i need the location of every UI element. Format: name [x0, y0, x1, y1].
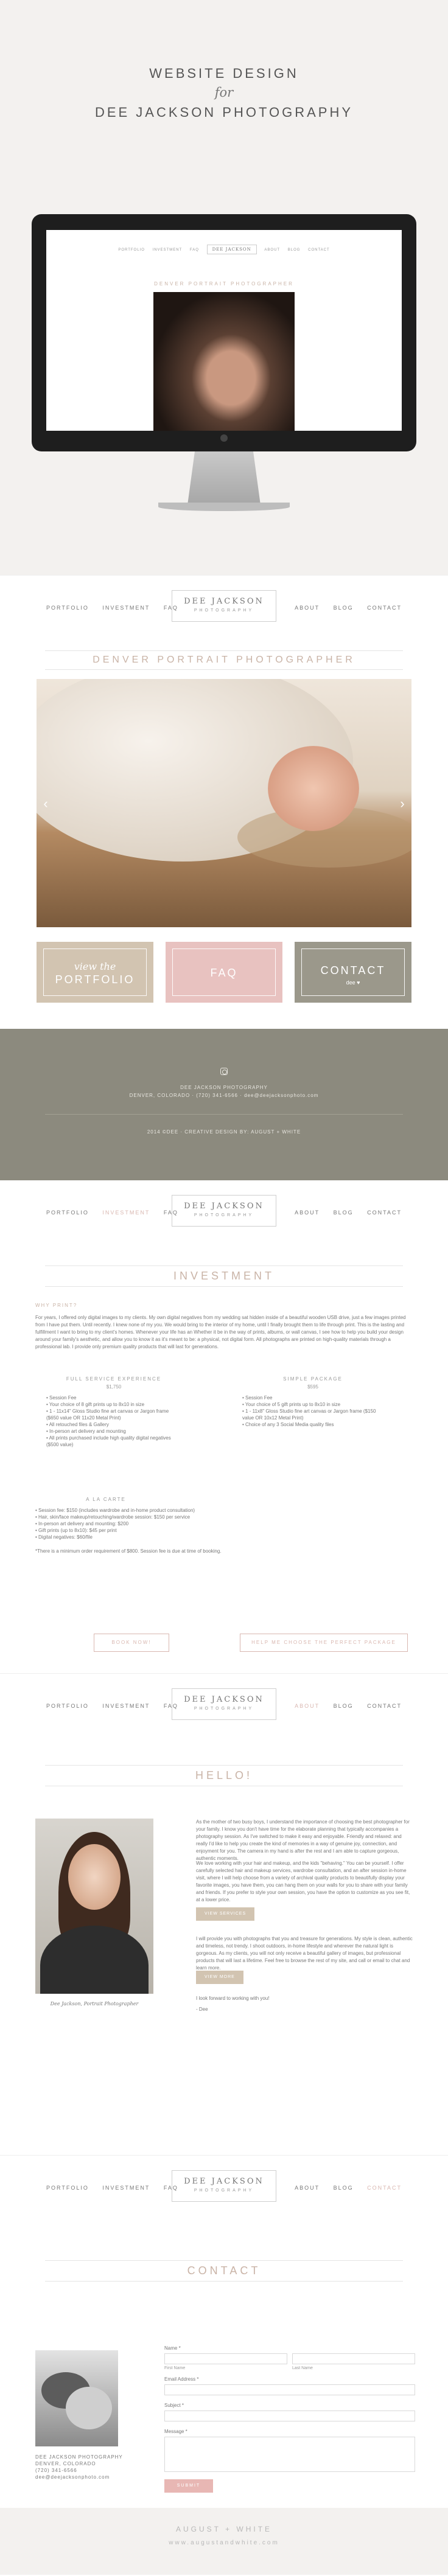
mini-newborn-photo [153, 292, 295, 431]
cta-contact-sub: dee ♥ [346, 980, 360, 986]
list-item: • Your choice of 8 gift prints up to 8x10 in size [46, 1401, 181, 1408]
apple-logo-icon [220, 434, 228, 442]
list-item: • Session fee: $150 (includes wardrobe and in-home product consultation) [35, 1507, 413, 1514]
shirt-shape [40, 1926, 149, 1994]
cta-faq-button[interactable] [166, 942, 282, 1003]
slider-prev-icon[interactable]: ‹ [43, 796, 48, 811]
last-name-group [292, 2353, 415, 2370]
list-item: • Session Fee [242, 1394, 383, 1401]
nav-blog[interactable]: BLOG [333, 1703, 354, 1709]
message-label: Message * [164, 2429, 187, 2434]
full-service-package [46, 1376, 181, 1448]
about-paragraph-3: I will provide you with photographs that you and treasure for generations. My style is clean, authentic and timeless, not trendy. I shoot outdoors, in-home lifestyle and wherever the natural light is gorgeous. As my clients, you will not only receive a beautiful gallery of images, but professional products that will last a lifetime. Feel free to browse the rest of my site, and call or email to chat and learn more. [196, 1936, 413, 1971]
logo-line2: PHOTOGRAPHY [194, 2188, 254, 2193]
nav-portfolio[interactable]: PORTFOLIO [46, 605, 89, 611]
list-item: • All prints purchased include high quality digital negatives ($500 value) [46, 1435, 181, 1448]
nav-faq[interactable]: FAQ [163, 1210, 178, 1216]
logo-line2: PHOTOGRAPHY [194, 1213, 254, 1217]
footer-divider [45, 1114, 403, 1115]
first-name-sublabel: First Name [164, 2366, 186, 2370]
nav-about[interactable]: ABOUT [295, 1210, 320, 1216]
view-services-button[interactable]: VIEW SERVICES [196, 1907, 254, 1921]
about-signature: - Dee [196, 2007, 208, 2012]
cta-inner-border [172, 949, 276, 996]
nav-right [295, 2185, 402, 2191]
nav-investment[interactable]: INVESTMENT [102, 1703, 150, 1709]
nav-faq[interactable]: FAQ [163, 605, 178, 611]
nav-left [46, 1703, 189, 1709]
nav-left [46, 605, 189, 611]
nav-left [46, 1210, 189, 1216]
contact-email[interactable]: dee@deejacksonphoto.com [35, 2474, 110, 2480]
list-item: • Digital negatives: $60/file [35, 1534, 413, 1540]
heading-rule-top [45, 650, 403, 651]
hero-title-line3: DEE JACKSON PHOTOGRAPHY [94, 105, 354, 120]
monitor-mockup [32, 214, 416, 451]
footer-company: DEE JACKSON PHOTOGRAPHY [180, 1085, 268, 1090]
nav-about[interactable]: ABOUT [295, 2185, 320, 2191]
slideshow-photo [37, 679, 411, 927]
slider-next-icon[interactable]: › [400, 796, 405, 811]
heading-rule-top [45, 1265, 403, 1266]
heading-rule-bottom [45, 669, 403, 670]
full-service-price: $1,750 [106, 1384, 122, 1390]
mini-nav-investment: INVESTMENT [152, 248, 183, 252]
nav-right [295, 605, 402, 611]
list-item: • In-person art delivery and mounting: $200 [35, 1520, 413, 1527]
a-la-carte-block [35, 1497, 413, 1554]
site-header [0, 576, 448, 638]
page-title: DENVER PORTRAIT PHOTOGRAPHER [93, 655, 355, 665]
footer-credits: 2014 ©DEE · CREATIVE DESIGN BY: AUGUST + WHITE [147, 1129, 301, 1135]
list-item: • Choice of any 3 Social Media quality files [242, 1421, 383, 1428]
full-service-list [46, 1394, 181, 1448]
mini-nav [46, 245, 402, 254]
site-header [0, 1180, 448, 1242]
a-la-carte-list [35, 1507, 413, 1540]
nav-portfolio[interactable]: PORTFOLIO [46, 1703, 89, 1709]
nav-right [295, 1210, 402, 1216]
nav-left [46, 2185, 189, 2191]
monitor-stand [187, 451, 261, 505]
cta-portfolio-line1: view the [74, 961, 116, 972]
nav-investment[interactable]: INVESTMENT [102, 605, 150, 611]
brand-footer [0, 2508, 448, 2575]
nav-portfolio[interactable]: PORTFOLIO [46, 1210, 89, 1216]
mini-nav-about: ABOUT [264, 248, 281, 252]
page-title: HELLO! [195, 1769, 253, 1781]
logo-line1: DEE JACKSON [184, 1202, 264, 1211]
cta-portfolio-button[interactable] [37, 942, 153, 1003]
name-row [164, 2353, 415, 2370]
contact-page-section [0, 2155, 448, 2508]
instagram-icon[interactable] [220, 1068, 228, 1075]
contact-address [35, 2454, 123, 2480]
nav-about[interactable]: ABOUT [295, 1703, 320, 1709]
site-logo[interactable] [172, 1688, 276, 1720]
why-print-heading: WHY PRINT? [35, 1303, 78, 1308]
mini-nav-blog: BLOG [287, 248, 301, 252]
simple-package [242, 1376, 383, 1428]
mini-nav-faq: FAQ [189, 248, 199, 252]
portrait-caption: Dee Jackson, Portrait Photographer [50, 2001, 139, 2007]
logo-line1: DEE JACKSON [184, 2177, 264, 2186]
first-name-field[interactable] [164, 2353, 287, 2364]
nav-portfolio[interactable]: PORTFOLIO [46, 2185, 89, 2191]
brand-url[interactable]: www.augustandwhite.com [169, 2539, 279, 2546]
view-more-button[interactable]: VIEW MORE [196, 1971, 243, 1984]
investment-page-section [0, 1180, 448, 1673]
minimum-order-note: *There is a minimum order requirement of $800. Session fee is due at time of booking. [35, 1548, 222, 1554]
face-shape [68, 1844, 121, 1910]
email-field[interactable] [164, 2384, 415, 2395]
contact-phone: (720) 341-6566 [35, 2468, 77, 2473]
site-logo[interactable] [172, 590, 276, 622]
list-item: • Hair, skin/face makeup/retouching/wardrobe session: $150 per service [35, 1514, 413, 1520]
cta-contact-button[interactable] [295, 942, 411, 1003]
mini-logo: DEE JACKSON [207, 245, 257, 254]
help-choose-button[interactable]: HELP ME CHOOSE THE PERFECT PACKAGE [240, 1634, 408, 1652]
mini-heading: DENVER PORTRAIT PHOTOGRAPHER [154, 281, 294, 287]
list-item: • In-person art delivery and mounting [46, 1428, 181, 1435]
site-logo[interactable] [172, 1195, 276, 1227]
monitor-foot [158, 503, 290, 511]
contact-city: DENVER, COLORADO [35, 2461, 96, 2466]
nav-blog[interactable]: BLOG [333, 2185, 354, 2191]
hero-title-line1: WEBSITE DESIGN [149, 66, 299, 81]
why-print-block [35, 1302, 413, 1351]
hero-section [0, 0, 448, 575]
message-field[interactable] [164, 2437, 415, 2472]
site-header [0, 2156, 448, 2218]
first-name-group [164, 2353, 287, 2370]
site-header [0, 1674, 448, 1736]
email-label: Email Address * [164, 2376, 199, 2382]
list-item: • 1 - 11x8" Gloss Studio fine art canvas or Jargon frame ($150 value OR 10x12 Metal Print) [242, 1408, 383, 1421]
nav-contact[interactable]: CONTACT [367, 1703, 402, 1709]
logo-line2: PHOTOGRAPHY [194, 608, 254, 613]
nav-blog[interactable]: BLOG [333, 1210, 354, 1216]
about-paragraph-2: We love working with your hair and makeup, and the kids "behaving." You can be yourself. I offer carefully selected hair and makeup services, wardrobe consultation, and an after session in-home visit, where I will help choose from a variety of archival quality products to beautifully display your favorite images, you have them, you can hang them on your walls for you to share with your family and friends. If you prefer to style your own session, you have the option to customize as you see fit, at a lower price. [196, 1861, 410, 1902]
brand-name: AUGUST + WHITE [175, 2525, 273, 2533]
submit-button[interactable]: SUBMIT [164, 2479, 213, 2493]
cta-inner-border [301, 949, 405, 996]
portrait-photo [35, 1819, 153, 1994]
a-la-carte-title: A LA CARTE [86, 1497, 126, 1502]
baby-feet-shape [268, 746, 359, 831]
heading-rule-bottom [45, 2281, 403, 2282]
nav-about[interactable]: ABOUT [295, 605, 320, 611]
why-print-text: For years, I offered only digital images to my clients. My own digital negatives from my wedding sat hidden inside of a beautiful wooden USB drive, just a few images printed from I have put them. Until recently. I knew none of my you. We would bring to the interior of my home, until I finally brought them to life through print. This is the lasting and fulfillment I want to bring to my client's homes. Whenever your life has an Whether it be in the way of prints, albums, or wall canvas, I see how to help you build your design around your family's aesthetic, and allow you to know it as it's meant to be: a physical, not digital form. All photographs are printed on high-quality materials through a professional lab. I provide only premium quality products that will last for generations. [35, 1315, 406, 1349]
list-item: • Your choice of 5 gift prints up to 8x10 in size [242, 1401, 383, 1408]
hero-title [0, 0, 448, 120]
full-service-title: FULL SERVICE EXPERIENCE [66, 1376, 162, 1382]
nav-faq[interactable]: FAQ [163, 1703, 178, 1709]
last-name-sublabel: Last Name [292, 2366, 313, 2370]
monitor-screen [46, 230, 402, 431]
simple-package-title: SIMPLE PACKAGE [283, 1376, 343, 1382]
subject-field[interactable] [164, 2411, 415, 2421]
last-name-field[interactable] [292, 2353, 415, 2364]
home-footer [0, 1029, 448, 1180]
about-page-section [0, 1673, 448, 2155]
book-now-button[interactable]: BOOK NOW! [94, 1634, 169, 1652]
heading-rule-top [45, 2260, 403, 2261]
heading-rule-top [45, 1765, 403, 1766]
subject-label: Subject * [164, 2403, 184, 2408]
logo-line1: DEE JACKSON [184, 597, 264, 606]
nav-contact[interactable]: CONTACT [367, 1210, 402, 1216]
cta-inner-border [43, 949, 147, 996]
list-item: • Session Fee [46, 1394, 181, 1401]
mini-nav-contact: CONTACT [308, 248, 330, 252]
nav-contact[interactable]: CONTACT [367, 605, 402, 611]
cta-portfolio-line2: PORTFOLIO [55, 973, 135, 986]
list-item: • 1 - 11x14" Gloss Studio fine art canvas or Jargon frame ($650 value OR 11x20 Metal Print) [46, 1408, 181, 1421]
nav-faq[interactable]: FAQ [163, 2185, 178, 2191]
simple-package-price: $595 [307, 1384, 318, 1390]
list-item: • Gift prints (up to 8x10): $45 per print [35, 1527, 413, 1534]
simple-package-list [242, 1394, 383, 1428]
page-title: INVESTMENT [173, 1270, 275, 1282]
logo-line2: PHOTOGRAPHY [194, 1707, 254, 1711]
nav-right [295, 1703, 402, 1709]
contact-form [164, 2345, 415, 2493]
name-label: Name * [164, 2345, 181, 2351]
nav-blog[interactable]: BLOG [333, 605, 354, 611]
nav-investment[interactable]: INVESTMENT [102, 1210, 150, 1216]
contact-company: DEE JACKSON PHOTOGRAPHY [35, 2454, 123, 2460]
cta-faq-label: FAQ [210, 967, 238, 979]
contact-photo [35, 2350, 118, 2446]
home-page-section [0, 575, 448, 1180]
cta-contact-label: CONTACT [320, 964, 386, 976]
nav-contact[interactable]: CONTACT [367, 2185, 402, 2191]
page-title: CONTACT [187, 2264, 261, 2277]
footer-contact-info: DENVER, COLORADO · (720) 341-6566 · dee@deejacksonphoto.com [129, 1093, 319, 1098]
site-logo[interactable] [172, 2170, 276, 2202]
hero-title-line2: for [214, 85, 234, 100]
nav-investment[interactable]: INVESTMENT [102, 2185, 150, 2191]
photo-shape [66, 2387, 112, 2429]
list-item: • All retouched files & Gallery [46, 1421, 181, 1428]
heading-rule-bottom [45, 1286, 403, 1287]
mini-nav-portfolio: PORTFOLIO [118, 248, 145, 252]
about-paragraph-1: As the mother of two busy boys, I understand the importance of choosing the best photographer for your family. I know you don't have time for the elaborate planning that typically accompanies a photography session. As I've switched to make it easy and enjoyable. Friendly and relaxed: and really I'd like to help you create the kind of memories in a way of genuine joy, connection, and enjoyment for you. The camera in my hand is after the rest and I am able to capture gorgeous, authentic moments. [196, 1819, 410, 1861]
logo-line1: DEE JACKSON [184, 1695, 264, 1704]
about-closing: I look forward to working with you! [196, 1996, 270, 2001]
